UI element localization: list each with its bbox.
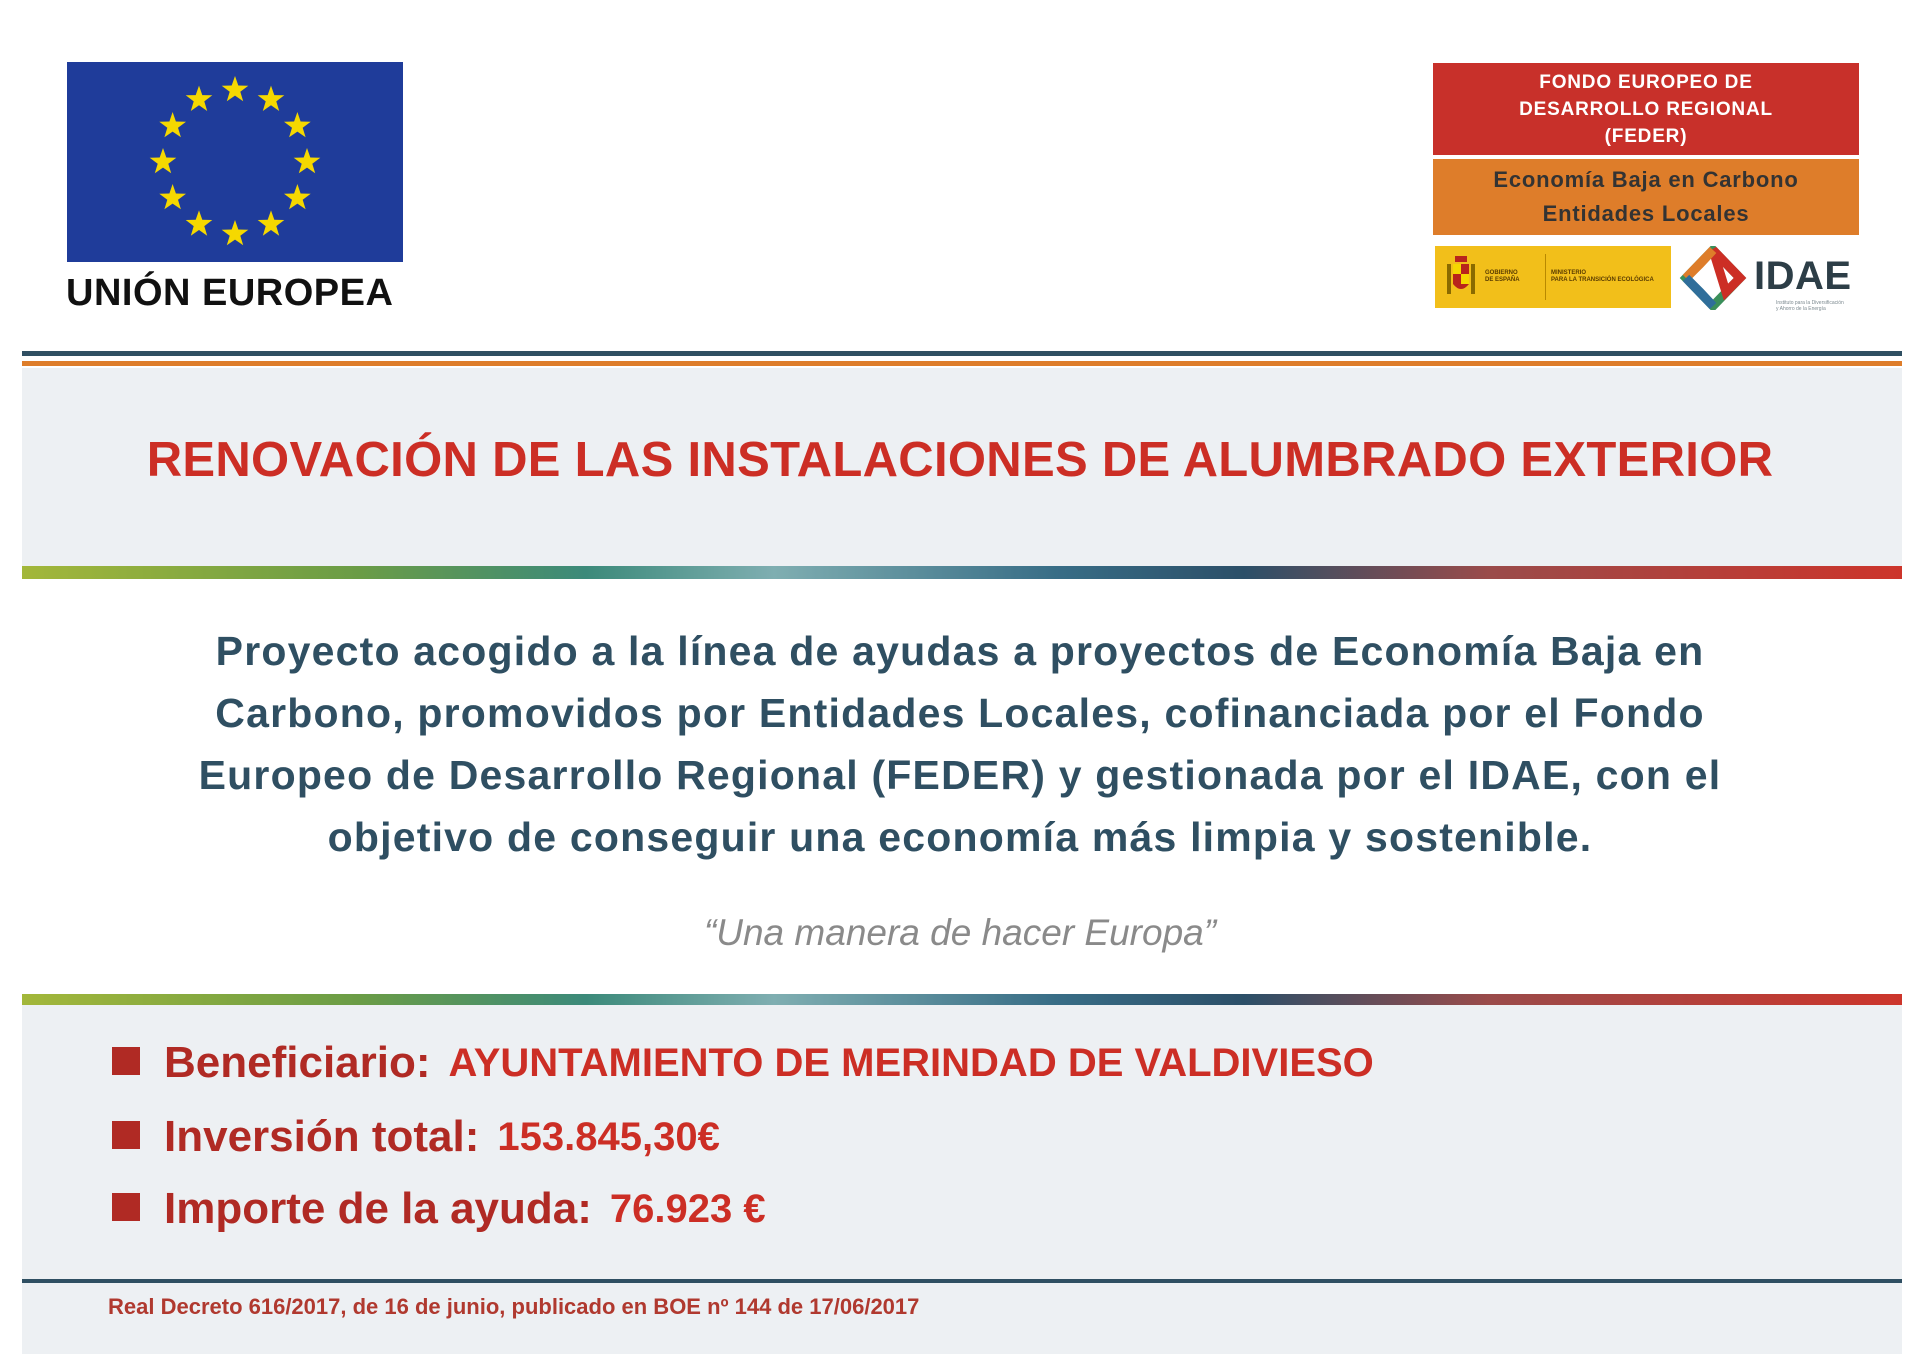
eu-star-icon <box>258 86 285 111</box>
gobierno-line: DE ESPAÑA <box>1485 277 1520 283</box>
eu-flag <box>67 62 403 262</box>
eu-star-icon <box>284 184 311 209</box>
info-value: 76.923 € <box>609 1186 766 1231</box>
idae-name: IDAE <box>1754 254 1852 298</box>
ministerio-line: PARA LA TRANSICIÓN ECOLÓGICA <box>1551 277 1654 283</box>
gradient-divider <box>22 994 1902 1005</box>
feder-header-line: FONDO EUROPEO DE <box>1539 72 1753 93</box>
description-line: Proyecto acogido a la línea de ayudas a proyectos de Economía Baja en <box>215 628 1705 674</box>
info-label: Beneficiario: <box>164 1038 431 1087</box>
eu-label: UNIÓN EUROPEA <box>66 272 394 314</box>
bottom-divider <box>22 1279 1902 1283</box>
ministerio-line: MINISTERIO <box>1551 270 1587 276</box>
square-bullet-icon <box>112 1047 140 1075</box>
footer-decree: Real Decreto 616/2017, de 16 de junio, publicado en BOE nº 144 de 17/06/2017 <box>108 1294 920 1319</box>
feder-header <box>1433 63 1859 155</box>
square-bullet-icon <box>112 1121 140 1149</box>
eu-stars-icon <box>67 62 403 262</box>
eu-star-icon <box>222 76 249 101</box>
info-row-beneficiario <box>112 1038 1374 1088</box>
feder-program-line: Entidades Locales <box>1542 201 1750 226</box>
idae-logo-icon <box>1678 246 1748 310</box>
top-divider-dark <box>22 351 1902 356</box>
gradient-divider <box>22 566 1902 579</box>
top-divider-orange <box>22 361 1902 366</box>
project-description <box>100 620 1820 868</box>
eu-star-icon <box>159 184 186 209</box>
gobierno-line: GOBIERNO <box>1485 270 1518 276</box>
info-row-inversion <box>112 1112 720 1162</box>
eu-star-icon <box>186 86 213 111</box>
info-label: Inversión total: <box>164 1112 480 1161</box>
eu-star-icon <box>294 148 321 173</box>
eu-star-icon <box>186 210 213 235</box>
eu-star-icon <box>258 210 285 235</box>
idae-subtitle-line: y Ahorro de la Energía <box>1776 306 1826 312</box>
info-row-importe <box>112 1184 766 1234</box>
description-line: Carbono, promovidos por Entidades Locales, cofinanciada por el Fondo <box>215 690 1705 736</box>
eu-star-icon <box>159 112 186 137</box>
eu-star-icon <box>222 220 249 245</box>
feder-header-line: DESARROLLO REGIONAL <box>1519 99 1773 120</box>
gobierno-espana-logo <box>1435 246 1671 308</box>
info-label: Importe de la ayuda: <box>164 1184 592 1233</box>
eu-star-icon <box>150 148 177 173</box>
page-title: RENOVACIÓN DE LAS INSTALACIONES DE ALUMBRADO EXTERIOR <box>146 433 1774 487</box>
square-bullet-icon <box>112 1193 140 1221</box>
eu-star-icon <box>284 112 311 137</box>
idae-subtitle <box>1776 300 1844 312</box>
spain-coat-of-arms-icon <box>1441 254 1481 300</box>
info-value: AYUNTAMIENTO DE MERINDAD DE VALDIVIESO <box>448 1040 1374 1085</box>
feder-program <box>1433 159 1859 235</box>
idae-subtitle-line: Instituto para la Diversificación <box>1776 300 1844 306</box>
gov-divider <box>1545 254 1546 300</box>
slogan: “Una manera de hacer Europa” <box>703 912 1217 953</box>
description-line: objetivo de conseguir una economía más limpia y sostenible. <box>327 814 1593 860</box>
info-value: 153.845,30€ <box>497 1114 720 1159</box>
feder-program-line: Economía Baja en Carbono <box>1493 167 1799 192</box>
description-line: Europeo de Desarrollo Regional (FEDER) y gestionada por el IDAE, con el <box>198 752 1722 798</box>
feder-header-line: (FEDER) <box>1604 126 1688 147</box>
